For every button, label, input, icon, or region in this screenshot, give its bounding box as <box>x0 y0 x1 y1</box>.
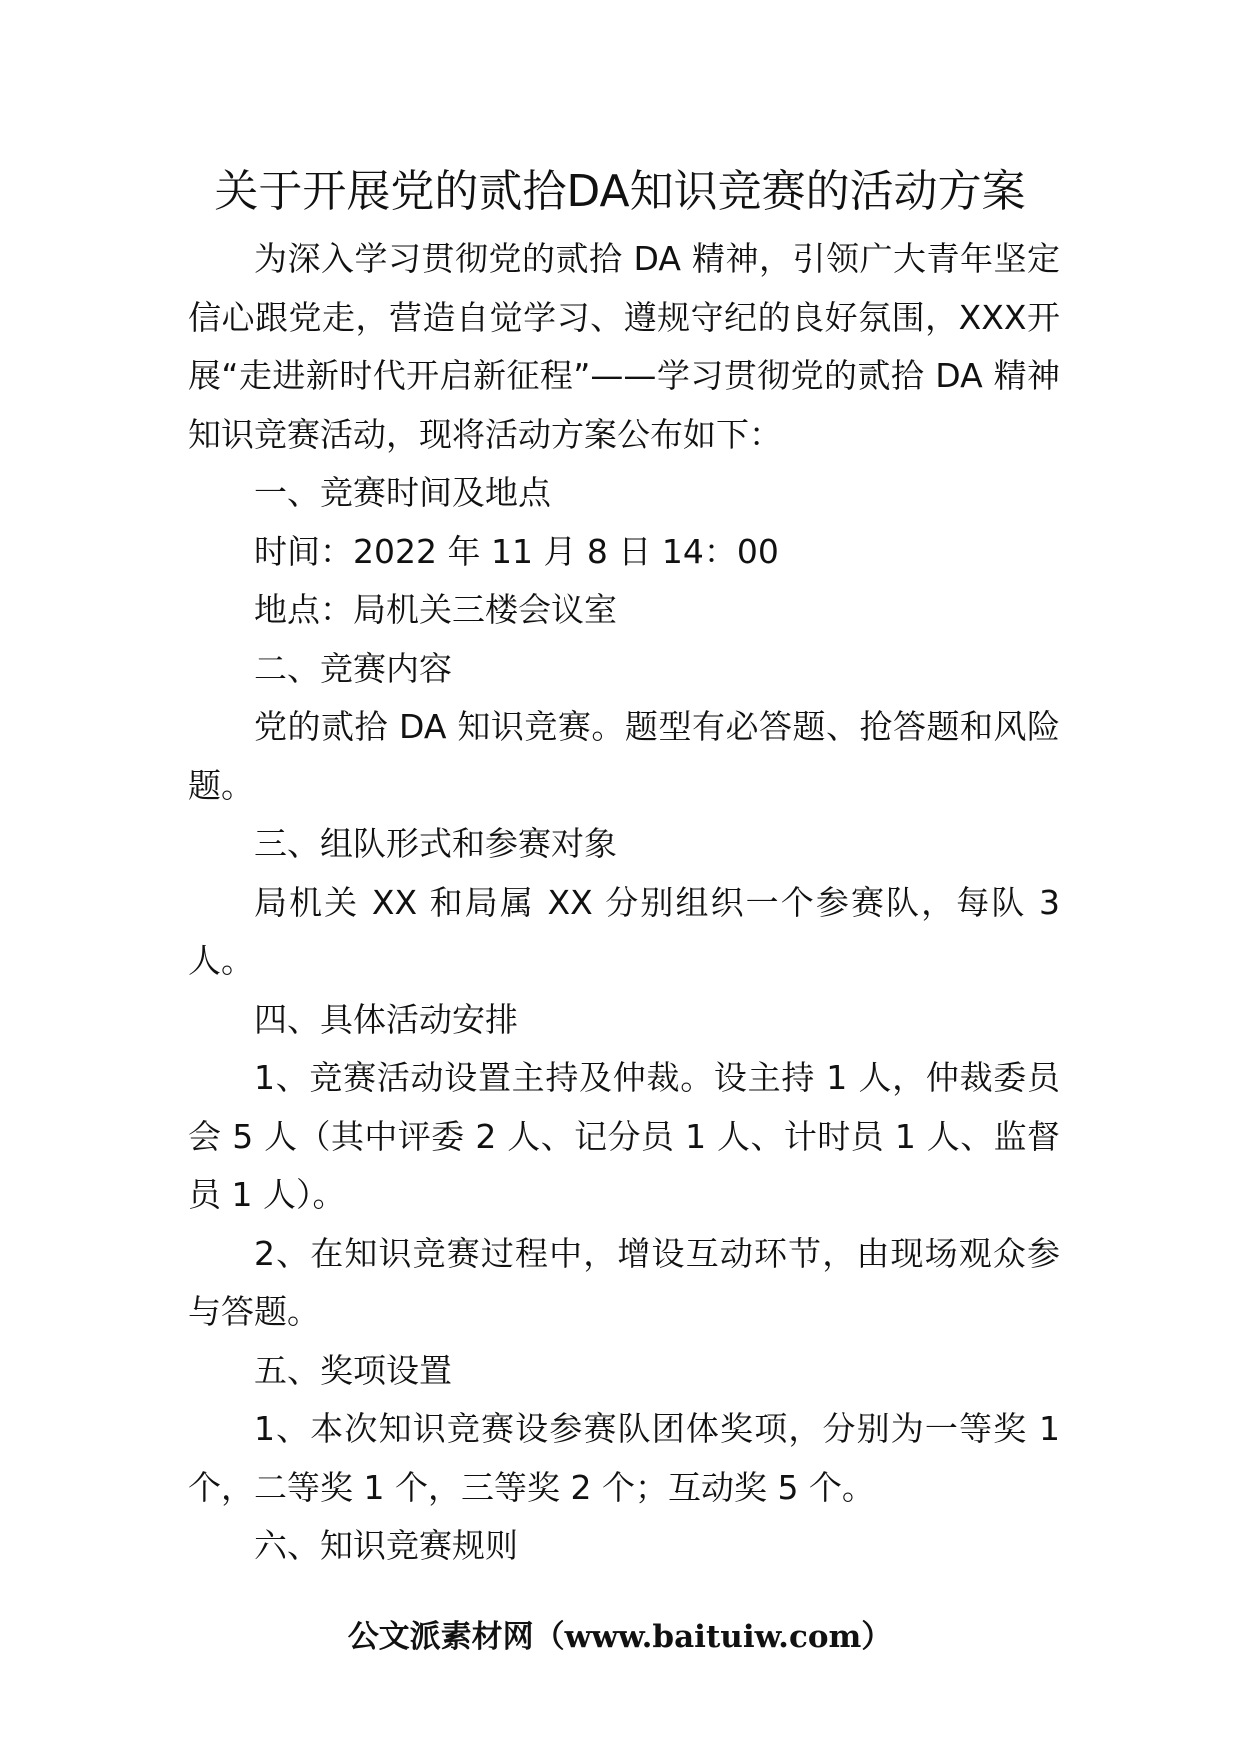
place-line: 地点：局机关三楼会议室 <box>254 590 617 629</box>
content-paragraph: 党的贰拾 DA 知识竞赛。题型有必答题、抢答题和风险题。 <box>188 707 1060 805</box>
awards-item-1: 1、本次知识竞赛设参赛队团体奖项，分别为一等奖 1 个，二等奖 1 个，三等奖 2 个；互动奖 5 个。 <box>188 1409 1060 1507</box>
intro-paragraph: 为深入学习贯彻党的贰拾 DA 精神，引领广大青年坚定信心跟党走，营造自觉学习、遵规守纪的良好氛围，XXX开展“走进新时代开启新征程”——学习贯彻党的贰拾 DA 精神知识竞赛活动，现将活动方案公布如下： <box>188 239 1060 454</box>
section-heading-time-place: 一、竞赛时间及地点 <box>254 473 551 512</box>
arrangement-item-2: 2、在知识竞赛过程中，增设互动环节，由现场观众参与答题。 <box>188 1233 1060 1331</box>
section-heading-arrangement: 四、具体活动安排 <box>254 999 518 1039</box>
document-body <box>188 230 1060 1576</box>
document-title: 关于开展党的贰拾DA知识竞赛的活动方案 <box>214 166 1026 217</box>
arrangement-item-1: 1、竞赛活动设置主持及仲裁。设主持 1 人，仲裁委员会 5 人（其中评委 2 人、记分员 1 人、计时员 1 人、监督员 1 人）。 <box>188 1058 1060 1214</box>
section-heading-teams: 三、组队形式和参赛对象 <box>254 824 617 863</box>
section-heading-content: 二、竞赛内容 <box>254 648 452 688</box>
section-heading-awards: 五、奖项设置 <box>254 1350 452 1390</box>
teams-paragraph: 局机关 XX 和局属 XX 分别组织一个参赛队，每队 3 人。 <box>188 882 1060 980</box>
time-line: 时间：2022 年 11 月 8 日 14：00 <box>254 531 779 571</box>
section-heading-rules: 六、知识竞赛规则 <box>254 1526 518 1565</box>
footer-source: 公文派素材网（www.baituiw.com） <box>347 1619 893 1655</box>
